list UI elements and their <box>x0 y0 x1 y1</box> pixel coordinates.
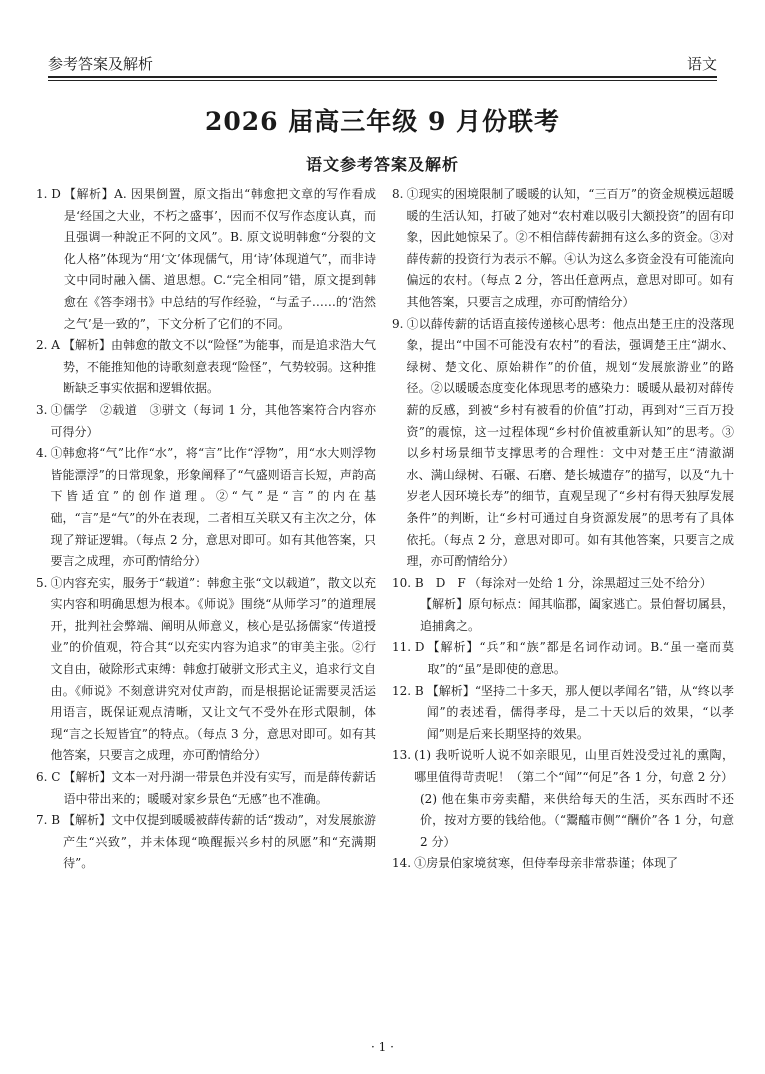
answer-text: 【解析】A. 因果倒置，原文指出“韩愈把文章的写作看成是‘经国之大业，不朽之盛事’，因而不仅写作态度认真，而且强调一种說正不阿的文风”。B. 原文说明韩愈“分裂的文化人格”体现为“用‘文’体现儒气，用‘诗’体现道气”，而非诗文中同时融入儒、道思想。C.“完全相同”错，原文提到韩愈在《答李翊书》中总结的写作经验，“与孟子……的‘浩然之气’是一致的”，下文分析了它们的不同。 <box>63 187 376 331</box>
answer-number: 6. C <box>36 770 61 785</box>
answer-item <box>392 681 734 746</box>
answer-number: 2. A <box>36 338 60 353</box>
answer-item <box>36 573 376 767</box>
header-rule <box>48 76 717 78</box>
page-number: · 1 · <box>371 1040 394 1054</box>
answer-item <box>392 853 734 875</box>
answer-text: (2) 他在集市旁卖醋，来供给每天的生活，买东西时不还价，按对方要的钱给他。（“鬻醯市侧”“酬价”各 1 分，句意 2 分） <box>420 791 734 849</box>
header-left: 参考答案及解析 <box>48 55 154 73</box>
answer-item <box>36 810 376 875</box>
answer-item <box>36 443 376 573</box>
answer-item <box>392 745 734 788</box>
answer-text: 【解析】文中仅提到暖暖被薛传薪的话“拨动”，对发展旅游产生“兴致”，并未体现“唤醒振兴乡村的夙愿”和“充满期待”。 <box>63 813 376 871</box>
answer-number: 11. D <box>392 640 425 655</box>
answer-number: 13. <box>392 748 412 763</box>
answer-text: 【解析】文本一对丹湖一带景色并没有实写，而是薛传薪话语中带出来的；暖暖对家乡景色“无感”也不准确。 <box>63 770 376 806</box>
answer-text: ①现实的困境限制了暖暖的认知，“三百万”的资金规模远超暖暖的生活认知，打破了她对“农村难以吸引大额投资”的固有印象，因此她惊呆了。②不相信薛传薪拥有这么多的资金。③对薛传薪的投资行为表示不解。④认为这么多资金没有可能流向偏远的农村。（每点 2 分，答出任意两点，意思对即可。如有其他答案，只要言之成理，亦可酌情给分） <box>406 187 734 309</box>
answer-item <box>392 637 734 680</box>
section-subtitle: 语文参考答案及解析 <box>305 155 459 174</box>
answer-number: 9. <box>392 316 404 331</box>
answer-text: ①房景伯家境贫寒，但侍奉母亲非常恭谨；体现了 <box>414 856 679 871</box>
answer-text: ①内容充实，服务于“载道”：韩愈主张“文以载道”，散文以充实内容和明确思想为根本。《师说》围绕“从师学习”的道理展开，批判社会弊端、阐明从师意义，核心是弘扬儒家“传道授业”的价值观，符合其“以充实内容为追求”的审美主张。②行文自由，破除形式束缚：韩愈打破骈文形式主义，追求行文自由。《师说》不刻意讲究对仗声韵，而是根据论证需要灵活运用语言，既保证观点清晰，又让文气不受外在形式限制，体现“言之长短皆宜”的特点。（每点 3 分，意思对即可。如有其他答案，只要言之成理，亦可酌情给分） <box>50 575 376 763</box>
answer-number: 8. <box>392 187 404 201</box>
answer-text: 【解析】由韩愈的散文不以“险怪”为能事，而是追求浩大气势，不能推知他的诗歌刻意表现“险怪”，气势较弱。这种推断缺乏事实依据和逻辑依据。 <box>62 338 376 396</box>
answer-item <box>36 400 376 443</box>
answer-text: 【解析】“兵”和“族”都是名词作动词。B.“虽一毫而莫取”的“虽”是即使的意思。 <box>427 640 734 677</box>
answer-item <box>36 767 376 810</box>
header-right: 语文 <box>686 55 717 73</box>
left-column <box>36 184 376 875</box>
answer-number: 10. B D F <box>392 575 466 590</box>
answer-item <box>36 184 376 335</box>
answer-number: 5. <box>36 575 48 590</box>
page-header <box>48 44 717 74</box>
answer-text: ①儒学 ②载道 ③骈文（每词 1 分，其他答案符合内容亦可得分） <box>50 402 376 439</box>
exam-title: 2026 届高三年级 9 月份联考 <box>204 107 561 136</box>
answer-item <box>392 789 734 854</box>
answer-text: ①以薛传薪的话语直接传递核心思考：他点出楚王庄的没落现象，提出“中国不可能没有农村”的看法，强调楚王庄“湖水、绿树、楚文化、原始耕作”的价值，规划“发展旅游业”的路径。②以暖暖态度变化体现思考的感染力：暖暖从最初对薛传薪的反感，到被“乡村有被看的价值”打动，再到对“三百万投资”的震惊，这一过程体现“乡村价值被重新认知”的思考。③以乡村场景细节支撑思考的合理性：文中对楚王庄“清澈湖水、满山绿树、石碾、石磨、楚长城遗存”的描写，以及“九十岁老人因环境长寿”的细节，直观呈现了“乡村有得天独厚发展条件”的判断，让“乡村可通过自身资源发展”的思考有了具体依托。（每点 2 分，意思对即可。如有其他答案，只要言之成理，亦可酌情给分） <box>406 316 734 569</box>
answer-text: (1) 我听说听人说不如亲眼见，山里百姓没受过礼的熏陶，哪里值得苛责呢！（第二个“闻”“何足”各 1 分，句意 2 分） <box>414 748 734 785</box>
answer-item <box>392 573 734 595</box>
answer-text: 【解析】原句标点：闻其临郡，阖家逃亡。景伯督切属县，追捕禽之。 <box>420 597 734 633</box>
answer-number: 1. D <box>36 187 61 201</box>
answer-item <box>36 335 376 400</box>
header-rule-thin <box>48 80 717 81</box>
answer-text: ①韩愈将“气”比作“水”，将“言”比作“浮物”，用“水大则浮物皆能漂浮”的日常现象，形象阐释了“气盛则语言长短，声韵高下皆适宜”的创作道理。②“气”是“言”的内在基础，“言”是“气”的外在表现，二者相互关联又有主次之分，体现了辩证逻辑。（每点 2 分，意思对即可。如有其他答案，只要言之成理，亦可酌情给分） <box>50 446 376 569</box>
answer-text: （每涂对一处给 1 分，涂黑超过三处不给分） <box>468 575 712 590</box>
answer-number: 4. <box>36 446 48 461</box>
answer-text: 【解析】“坚持二十多天，那人便以孝闻名”错，从“终以孝闻”的表述看，儒得孝母，是二十天以后的效果，“以孝闻”则是后来长期坚持的效果。 <box>426 683 734 741</box>
answer-number: 12. B <box>392 683 424 698</box>
answer-number: 3. <box>36 402 48 417</box>
answer-item <box>392 314 734 573</box>
answer-number: 7. B <box>36 813 61 828</box>
right-column <box>392 184 734 875</box>
answer-item <box>392 594 734 637</box>
answer-number: 14. <box>392 856 412 871</box>
answer-item <box>392 184 734 314</box>
